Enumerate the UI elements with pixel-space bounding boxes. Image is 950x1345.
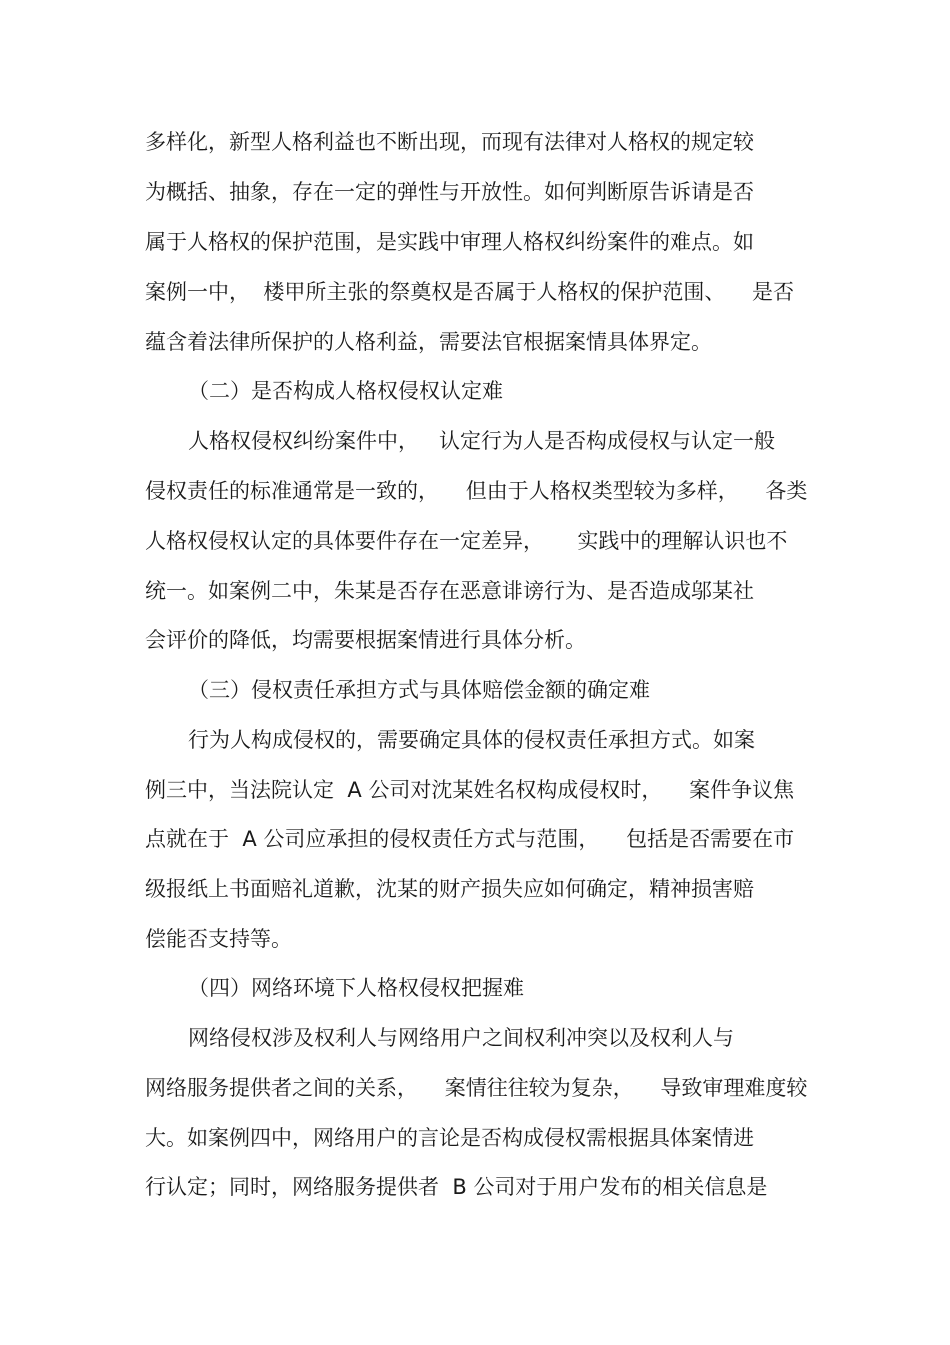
body-text-line: 为概括、抽象，存在一定的弹性与开放性。如何判断原告诉请是否 [145, 180, 754, 204]
section-heading: （四）网络环境下人格权侵权把握难 [188, 976, 524, 1000]
body-text-line: 会评价的降低，均需要根据案情进行具体分析。 [145, 628, 586, 652]
body-text-line: 案例一中， 楼甲所主张的祭奠权是否属于人格权的保护范围、 是否 [145, 280, 795, 304]
body-text-line: 人格权侵权认定的具体要件存在一定差异， 实践中的理解认识也不 [145, 529, 788, 553]
body-text-line: 大。如案例四中，网络用户的言论是否构成侵权需根据具体案情进 [145, 1126, 754, 1150]
body-text-line: 级报纸上书面赔礼道歉，沈某的财产损失应如何确定，精神损害赔 [145, 877, 754, 901]
section-heading: （二）是否构成人格权侵权认定难 [188, 379, 503, 403]
body-text-line: 网络侵权涉及权利人与网络用户之间权利冲突以及权利人与 [188, 1026, 734, 1050]
body-text-line: 多样化，新型人格利益也不断出现，而现有法律对人格权的规定较 [145, 130, 754, 154]
body-text-line: 点就在于 A 公司应承担的侵权责任方式与范围， 包括是否需要在市 [145, 827, 795, 851]
body-text-line: 偿能否支持等。 [145, 927, 292, 951]
body-text-line: 行为人构成侵权的，需要确定具体的侵权责任承担方式。如案 [188, 728, 755, 752]
body-text-line: 属于人格权的保护范围，是实践中审理人格权纠纷案件的难点。如 [145, 230, 754, 254]
body-text-line: 行认定；同时，网络服务提供者 B 公司对于用户发布的相关信息是 [145, 1175, 768, 1199]
body-text-line: 蕴含着法律所保护的人格利益，需要法官根据案情具体界定。 [145, 330, 712, 354]
section-heading: （三）侵权责任承担方式与具体赔偿金额的确定难 [188, 678, 650, 702]
body-text-line: 例三中，当法院认定 A 公司对沈某姓名权构成侵权时， 案件争议焦 [145, 778, 795, 802]
body-text-line: 统一。如案例二中，朱某是否存在恶意诽谤行为、是否造成邬某社 [145, 579, 754, 603]
body-text-line: 网络服务提供者之间的关系， 案情往往较为复杂， 导致审理难度较 [145, 1076, 808, 1100]
body-text-line: 侵权责任的标准通常是一致的， 但由于人格权类型较为多样， 各类 [145, 479, 808, 503]
body-text-line: 人格权侵权纠纷案件中， 认定行为人是否构成侵权与认定一般 [188, 429, 776, 453]
